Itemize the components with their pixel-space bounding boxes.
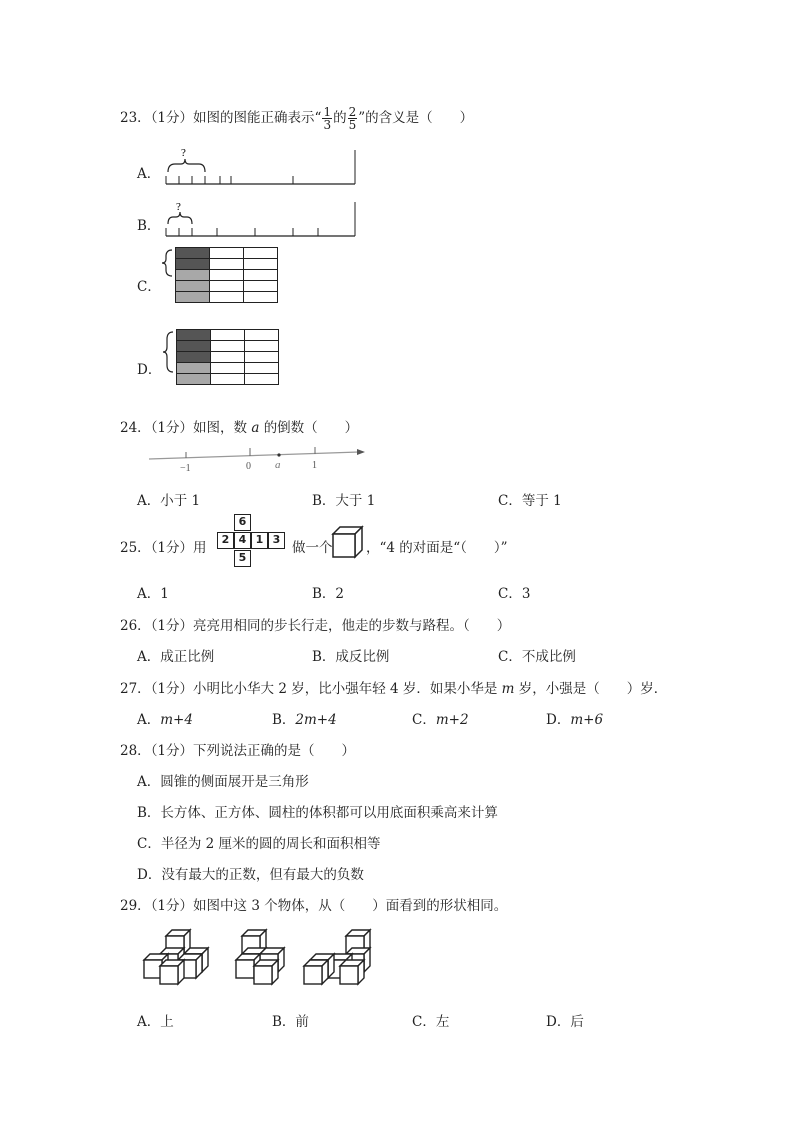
q26-option-c: C．不成比例 (498, 649, 576, 665)
q25-text-post: ，“4 的对面是“（ ）” (366, 540, 508, 556)
q28-option-c: C．半径为 2 厘米的圆的周长和面积相等 (137, 836, 381, 852)
q29-score: （1分） (150, 898, 194, 914)
q25-option-a: A．1 (137, 586, 169, 602)
q27-option-c: C．m+2 (412, 712, 469, 728)
q28-number: 28． (120, 743, 151, 759)
q23-option-d-grid (176, 329, 279, 385)
q25-stem-pre (120, 536, 207, 556)
q25-score: （1分） (150, 540, 194, 556)
q29-text: 如图中这 3 个物体，从（ ）面看到的形状相同。 (193, 898, 508, 914)
q29-number: 29． (120, 898, 151, 914)
q25-cube-net (217, 514, 293, 571)
q24-text-pre: 如图，数 (193, 420, 248, 436)
q27-score: （1分） (150, 681, 194, 697)
q24-option-a: A．小于 1 (137, 493, 201, 509)
q23-fraction-2: $\frac{2}{5}$ (348, 105, 357, 132)
q23-option-b-figure (163, 196, 359, 242)
q26-option-b: B．成反比例 (312, 649, 390, 665)
q26-stem (120, 614, 510, 634)
q29-option-a: A．上 (137, 1014, 174, 1030)
q25-text-pre: 用 (193, 540, 207, 556)
q29-cube-stacks-figure (138, 928, 378, 992)
q27-option-b: B．2m+4 (272, 712, 337, 728)
q29-option-d: D．后 (546, 1014, 584, 1030)
q26-score: （1分） (150, 618, 194, 634)
q23-b-question-mark: ? (176, 201, 181, 213)
q23-stem (120, 106, 473, 131)
q28-option-b: B．长方体、正方体、圆柱的体积都可以用底面积乘高来计算 (137, 805, 498, 821)
q23-a-brace (168, 159, 205, 172)
q24-score: （1分） (150, 420, 194, 436)
q23-option-b-label: B． (137, 218, 161, 234)
q24-stem (120, 416, 358, 436)
q23-option-d-label: D． (137, 362, 162, 378)
net-face-5: 5 (234, 550, 251, 567)
net-face-4: 4 (234, 532, 251, 549)
q25-option-c: C．3 (498, 586, 531, 602)
q29-object-3 (304, 930, 370, 984)
q24-number: 24． (120, 420, 151, 436)
q28-option-d: D．没有最大的正数，但有最大的负数 (137, 867, 364, 883)
q24-label-0: 0 (246, 461, 251, 472)
q27-stem (120, 677, 667, 697)
q23-score: （1分） (150, 110, 194, 126)
q23-d-brace (161, 330, 175, 374)
q25-number: 25． (120, 540, 151, 556)
q29-object-2 (236, 930, 284, 984)
net-face-1: 1 (251, 532, 268, 549)
q27-option-d: D．m+6 (546, 712, 604, 728)
q23-option-a-figure (163, 142, 359, 190)
net-face-2: 2 (217, 532, 234, 549)
q25-text-mid: 做一个 (292, 540, 333, 556)
q29-option-b: B．前 (272, 1014, 309, 1030)
q28-stem (120, 739, 355, 759)
q23-text-post: ”的含义是（ ） (358, 110, 474, 126)
q28-score: （1分） (150, 743, 194, 759)
q29-stem (120, 894, 507, 914)
q24-label-a: a (275, 459, 281, 471)
q23-option-c-label: C． (137, 279, 161, 295)
q26-number: 26． (120, 618, 151, 634)
q23-a-question-mark: ? (181, 147, 186, 159)
q25-option-b: B．2 (312, 586, 345, 602)
q24-variable: a (251, 420, 260, 436)
q29-object-1 (144, 930, 208, 984)
q23-fraction-1: $\frac{1}{3}$ (323, 105, 332, 132)
q29-option-c: C．左 (412, 1014, 450, 1030)
q27-option-a: A．m+4 (137, 712, 193, 728)
q26-text: 亮亮用相同的步长行走，他走的步数与路程。（ ） (193, 618, 511, 634)
q24-label-neg1: −1 (180, 463, 191, 474)
q24-option-c: C．等于 1 (498, 493, 562, 509)
q27-variable: m (501, 681, 515, 697)
q23-text-mid: 的 (333, 110, 347, 126)
q24-label-1: 1 (312, 460, 317, 471)
q23-number: 23． (120, 110, 151, 126)
q28-text: 下列说法正确的是（ ） (193, 743, 356, 759)
q23-b-brace (168, 212, 192, 224)
q24-number-line (145, 440, 370, 476)
q26-option-a: A．成正比例 (137, 649, 215, 665)
q23-c-brace (160, 248, 174, 278)
q27-number: 27． (120, 681, 151, 697)
q24-option-b: B．大于 1 (312, 493, 376, 509)
q27-text-post: 岁，小强是（ ）岁． (518, 681, 668, 697)
q23-option-c-grid (175, 247, 278, 303)
q27-text-pre: 小明比小华大 2 岁，比小强年轻 4 岁．如果小华是 (193, 681, 498, 697)
q23-option-a-label: A． (137, 166, 161, 182)
net-face-6: 6 (234, 514, 251, 531)
q24-text-post: 的倒数（ ） (263, 420, 359, 436)
cube-icon (331, 525, 365, 559)
q23-text-pre: 如图的图能正确表示“ (193, 110, 322, 126)
q28-option-a: A．圆锥的侧面展开是三角形 (137, 774, 309, 790)
net-face-3: 3 (268, 532, 285, 549)
